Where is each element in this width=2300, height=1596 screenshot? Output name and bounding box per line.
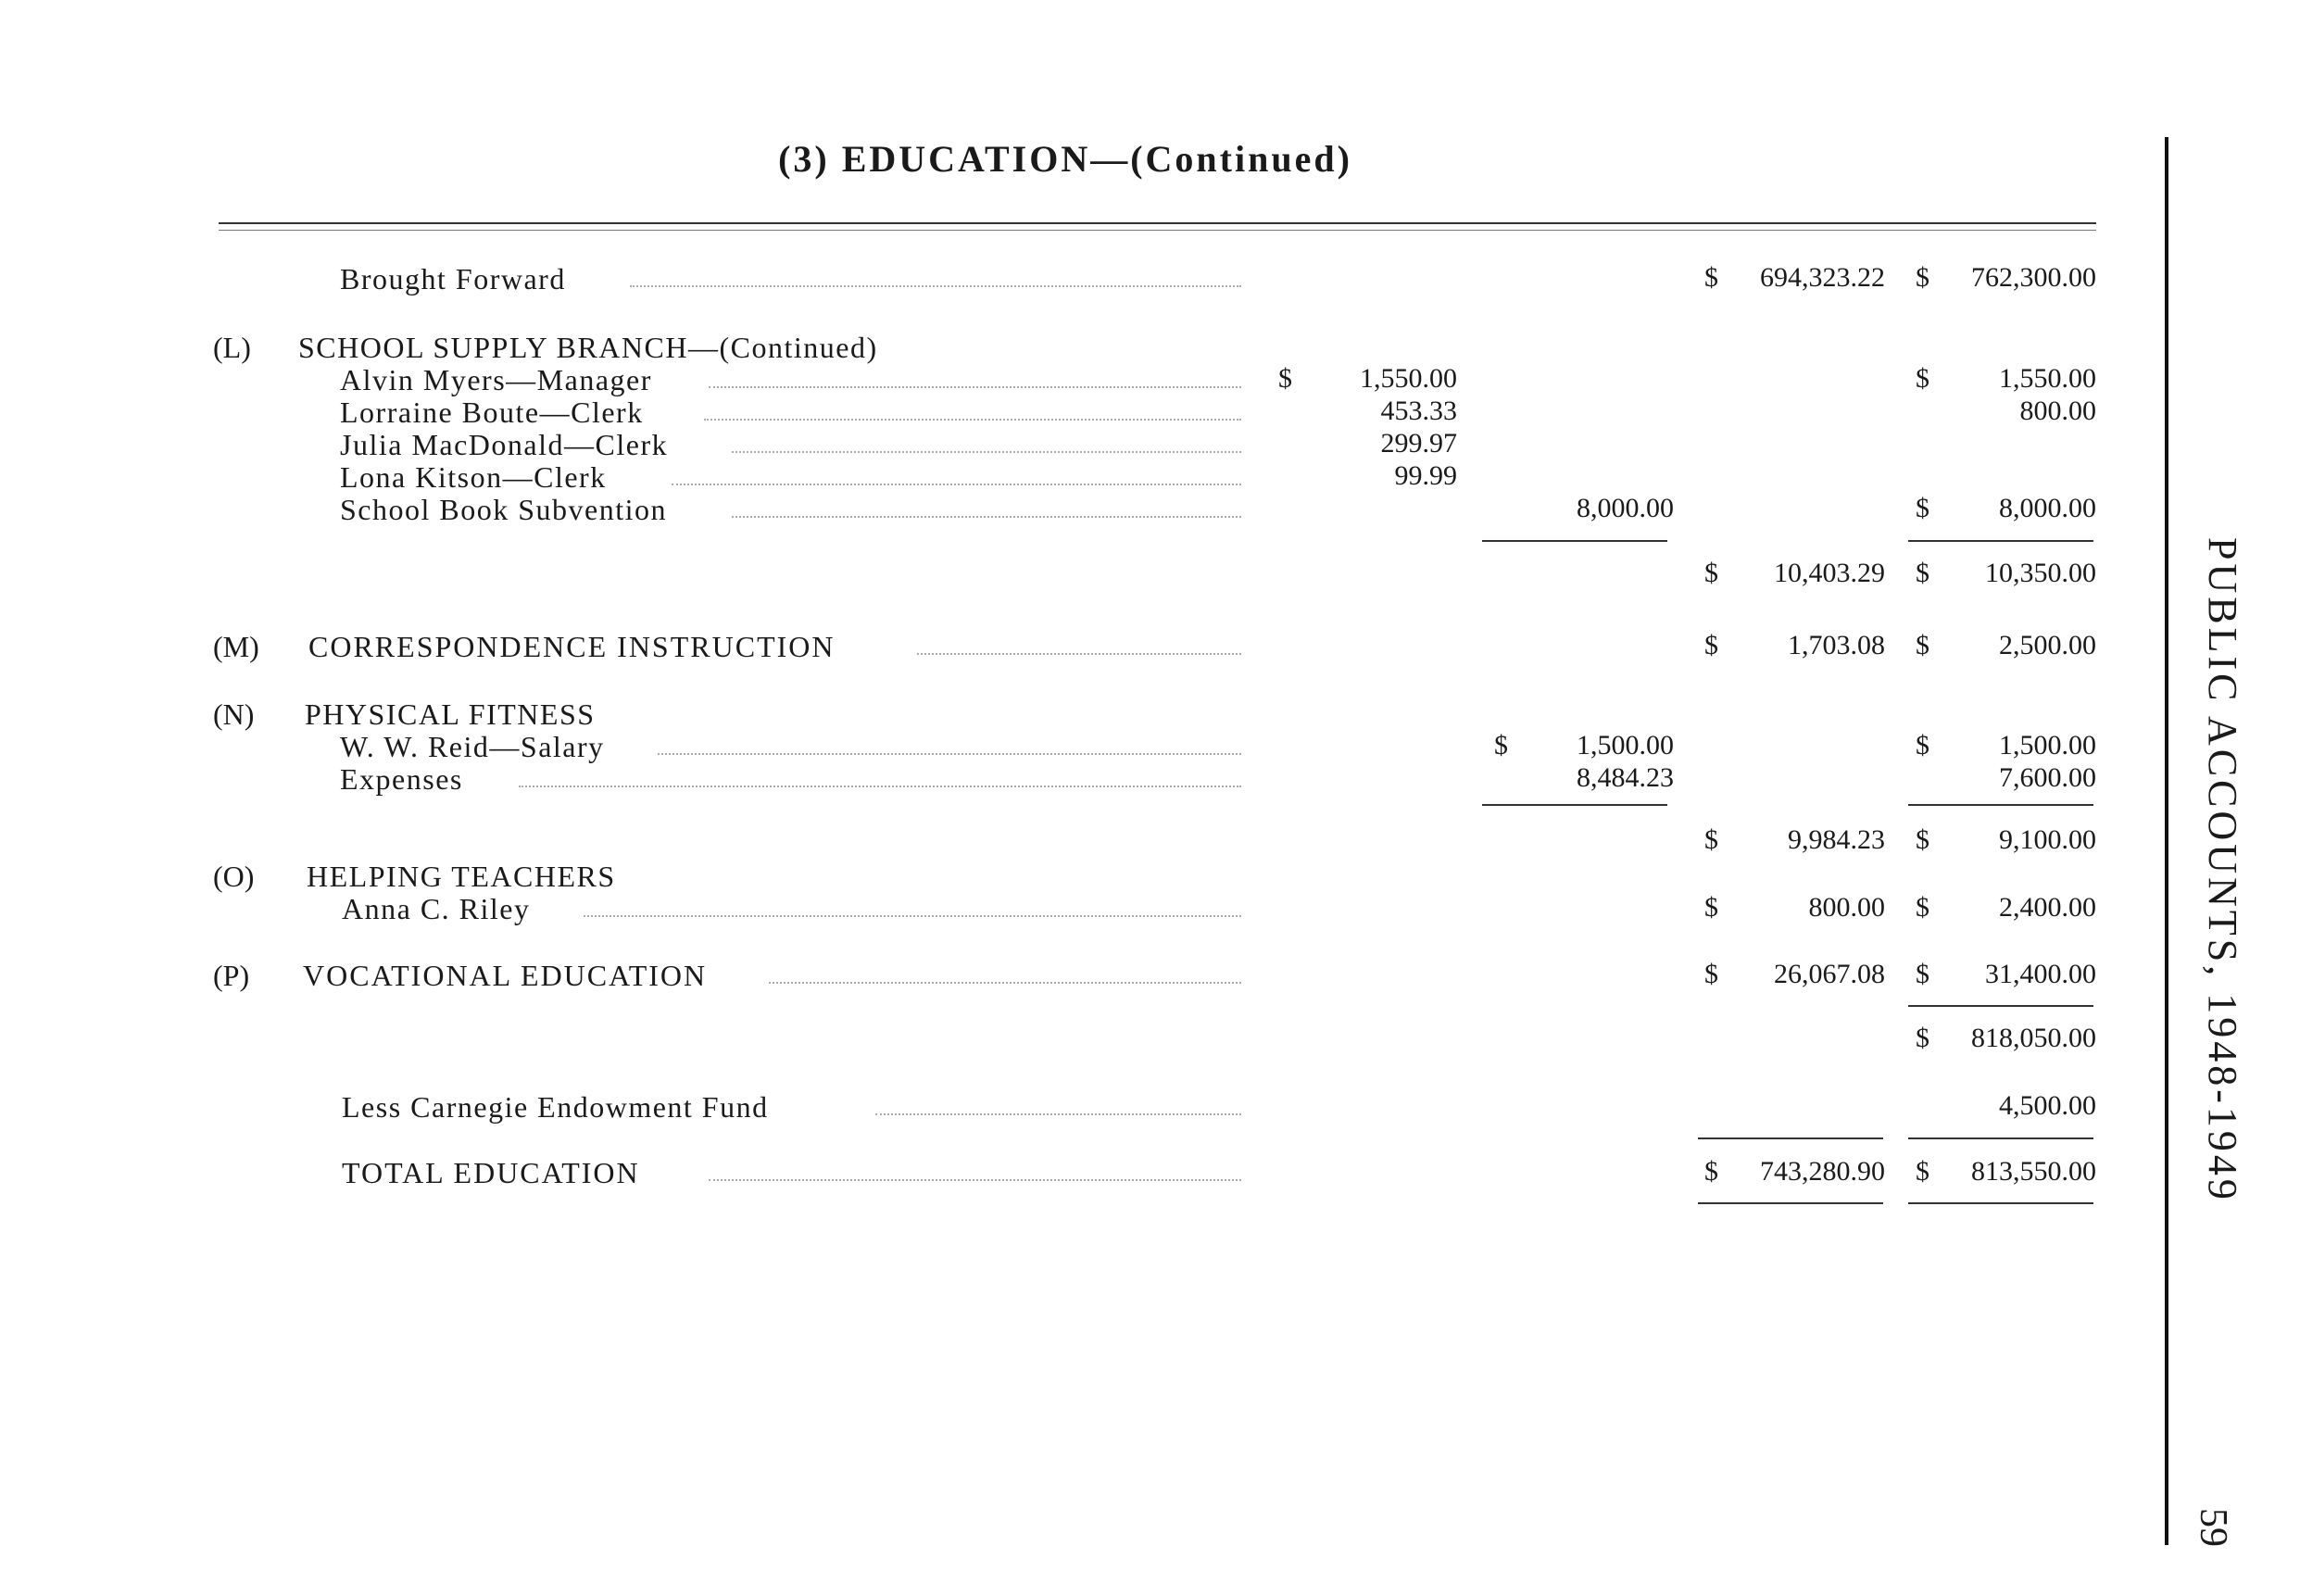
salary-value: 453.33 bbox=[1380, 396, 1457, 426]
estimate-underline bbox=[1908, 540, 2093, 542]
row-alvin-myers bbox=[0, 363, 2130, 400]
row-w-w-reid bbox=[0, 730, 2130, 767]
section-letter: (O) bbox=[213, 860, 255, 893]
section-m bbox=[0, 630, 2130, 667]
actual-value: 1,703.08 bbox=[1788, 630, 1885, 660]
estimate-value: 813,550.00 bbox=[1971, 1156, 2096, 1187]
dollar-sign: $ bbox=[1916, 892, 1929, 923]
page-title: (3) EDUCATION—(Continued) bbox=[778, 138, 1352, 180]
section-title: VOCATIONAL EDUCATION bbox=[303, 959, 708, 992]
estimate-double-underline bbox=[1908, 1202, 2093, 1204]
estimate-value: 2,400.00 bbox=[1999, 892, 2096, 923]
row-label: Brought Forward bbox=[340, 262, 566, 295]
dollar-sign: $ bbox=[1916, 630, 1929, 660]
estimate-value: 4,500.00 bbox=[1999, 1090, 2096, 1121]
dot-leader bbox=[630, 285, 1241, 287]
section-l-heading bbox=[0, 331, 2130, 368]
row-label: Lona Kitson—Clerk bbox=[340, 460, 607, 494]
section-title: SCHOOL SUPPLY BRANCH—(Continued) bbox=[298, 331, 878, 364]
dollar-sign: $ bbox=[1494, 730, 1508, 760]
dollar-sign: $ bbox=[1916, 959, 1929, 989]
row-label: Julia MacDonald—Clerk bbox=[340, 428, 669, 461]
dollar-sign: $ bbox=[1278, 363, 1292, 394]
estimate-value: 7,600.00 bbox=[1999, 762, 2096, 793]
page-number: 59 bbox=[2192, 1508, 2234, 1547]
dot-leader bbox=[704, 419, 1241, 421]
section-letter: (L) bbox=[213, 331, 251, 364]
subtotal-underline bbox=[1482, 804, 1667, 806]
section-letter: (M) bbox=[213, 630, 259, 663]
dollar-sign: $ bbox=[1916, 824, 1929, 855]
estimate-value: 762,300.00 bbox=[1971, 262, 2096, 293]
dollar-sign: $ bbox=[1916, 1156, 1929, 1187]
dollar-sign: $ bbox=[1704, 892, 1718, 923]
side-rule bbox=[2165, 137, 2168, 1545]
actual-value: 26,067.08 bbox=[1774, 959, 1885, 989]
row-label: Less Carnegie Endowment Fund bbox=[342, 1090, 769, 1124]
row-brought-forward bbox=[0, 262, 2130, 299]
actual-value: 694,323.22 bbox=[1760, 262, 1885, 293]
estimate-value: 1,550.00 bbox=[1999, 363, 2096, 394]
estimate-underline bbox=[1908, 1005, 2093, 1007]
dot-leader bbox=[917, 653, 1241, 655]
side-heading bbox=[2200, 537, 2256, 1203]
dollar-sign: $ bbox=[1916, 262, 1929, 293]
estimate-underline bbox=[1908, 804, 2093, 806]
subtotal-underline bbox=[1482, 540, 1667, 542]
side-heading-text: PUBLIC ACCOUNTS, 1948-1949 bbox=[2200, 537, 2245, 1203]
dollar-sign: $ bbox=[1916, 730, 1929, 760]
dollar-sign: $ bbox=[1916, 558, 1929, 588]
estimate-value: 1,500.00 bbox=[1999, 730, 2096, 760]
estimate-value: 8,000.00 bbox=[1999, 493, 2096, 523]
section-letter: (P) bbox=[213, 959, 250, 992]
estimate-value: 2,500.00 bbox=[1999, 630, 2096, 660]
section-letter: (N) bbox=[213, 697, 255, 731]
row-julia-macdonald bbox=[0, 428, 2130, 465]
row-subtotal bbox=[0, 1023, 2130, 1060]
row-section-n-total bbox=[0, 824, 2130, 861]
row-carnegie bbox=[0, 1090, 2130, 1127]
dollar-sign: $ bbox=[1916, 493, 1929, 523]
estimate-value: 10,350.00 bbox=[1985, 558, 2096, 588]
dot-leader bbox=[519, 785, 1241, 787]
row-total-education bbox=[0, 1156, 2130, 1193]
total-underline bbox=[1698, 1137, 1883, 1139]
section-o-heading bbox=[0, 860, 2130, 897]
estimate-value: 818,050.00 bbox=[1971, 1023, 2096, 1053]
dollar-sign: $ bbox=[1704, 558, 1718, 588]
dollar-sign: $ bbox=[1704, 1156, 1718, 1187]
row-section-l-total bbox=[0, 558, 2130, 595]
estimate-underline bbox=[1908, 1137, 2093, 1139]
row-label: Lorraine Boute—Clerk bbox=[340, 396, 644, 429]
section-p bbox=[0, 959, 2130, 996]
subtotal-value: 1,500.00 bbox=[1577, 730, 1674, 760]
row-label: Expenses bbox=[340, 762, 463, 796]
row-label: TOTAL EDUCATION bbox=[342, 1156, 640, 1189]
row-label: W. W. Reid—Salary bbox=[340, 730, 605, 763]
actual-value: 743,280.90 bbox=[1760, 1156, 1885, 1187]
dot-leader bbox=[584, 915, 1241, 917]
actual-value: 800.00 bbox=[1808, 892, 1885, 923]
salary-value: 1,550.00 bbox=[1360, 363, 1457, 394]
dollar-sign: $ bbox=[1704, 959, 1718, 989]
dot-leader bbox=[769, 982, 1241, 984]
section-title: PHYSICAL FITNESS bbox=[305, 697, 596, 731]
dot-leader bbox=[709, 1179, 1241, 1181]
actual-value: 9,984.23 bbox=[1788, 824, 1885, 855]
row-school-book-subvention bbox=[0, 493, 2130, 530]
header-rule-thin bbox=[219, 230, 2096, 231]
dot-leader bbox=[732, 451, 1241, 453]
dot-leader bbox=[875, 1113, 1241, 1115]
row-lona-kitson bbox=[0, 460, 2130, 497]
estimate-value: 800.00 bbox=[2019, 396, 2096, 426]
row-lorraine-boute bbox=[0, 396, 2130, 433]
section-title: HELPING TEACHERS bbox=[307, 860, 616, 893]
dot-leader bbox=[672, 484, 1241, 485]
dot-leader bbox=[709, 386, 1241, 388]
estimate-value: 31,400.00 bbox=[1985, 959, 2096, 989]
estimate-value: 9,100.00 bbox=[1999, 824, 2096, 855]
dollar-sign: $ bbox=[1704, 262, 1718, 293]
row-label: School Book Subvention bbox=[340, 493, 668, 526]
dollar-sign: $ bbox=[1704, 824, 1718, 855]
dollar-sign: $ bbox=[1916, 363, 1929, 394]
dollar-sign: $ bbox=[1916, 1023, 1929, 1053]
section-title: CORRESPONDENCE INSTRUCTION bbox=[308, 630, 836, 663]
subtotal-value: 8,484.23 bbox=[1577, 762, 1674, 793]
actual-value: 10,403.29 bbox=[1774, 558, 1885, 588]
row-anna-c-riley bbox=[0, 892, 2130, 929]
subtotal-value: 8,000.00 bbox=[1577, 493, 1674, 523]
total-double-underline bbox=[1698, 1202, 1883, 1204]
salary-value: 99.99 bbox=[1394, 460, 1457, 491]
row-label: Alvin Myers—Manager bbox=[340, 363, 652, 396]
dot-leader bbox=[732, 516, 1241, 518]
dollar-sign: $ bbox=[1704, 630, 1718, 660]
salary-value: 299.97 bbox=[1380, 428, 1457, 459]
header-rule bbox=[219, 222, 2096, 224]
section-n-heading bbox=[0, 697, 2130, 735]
row-expenses bbox=[0, 762, 2130, 799]
dot-leader bbox=[658, 753, 1241, 755]
row-label: Anna C. Riley bbox=[342, 892, 531, 925]
